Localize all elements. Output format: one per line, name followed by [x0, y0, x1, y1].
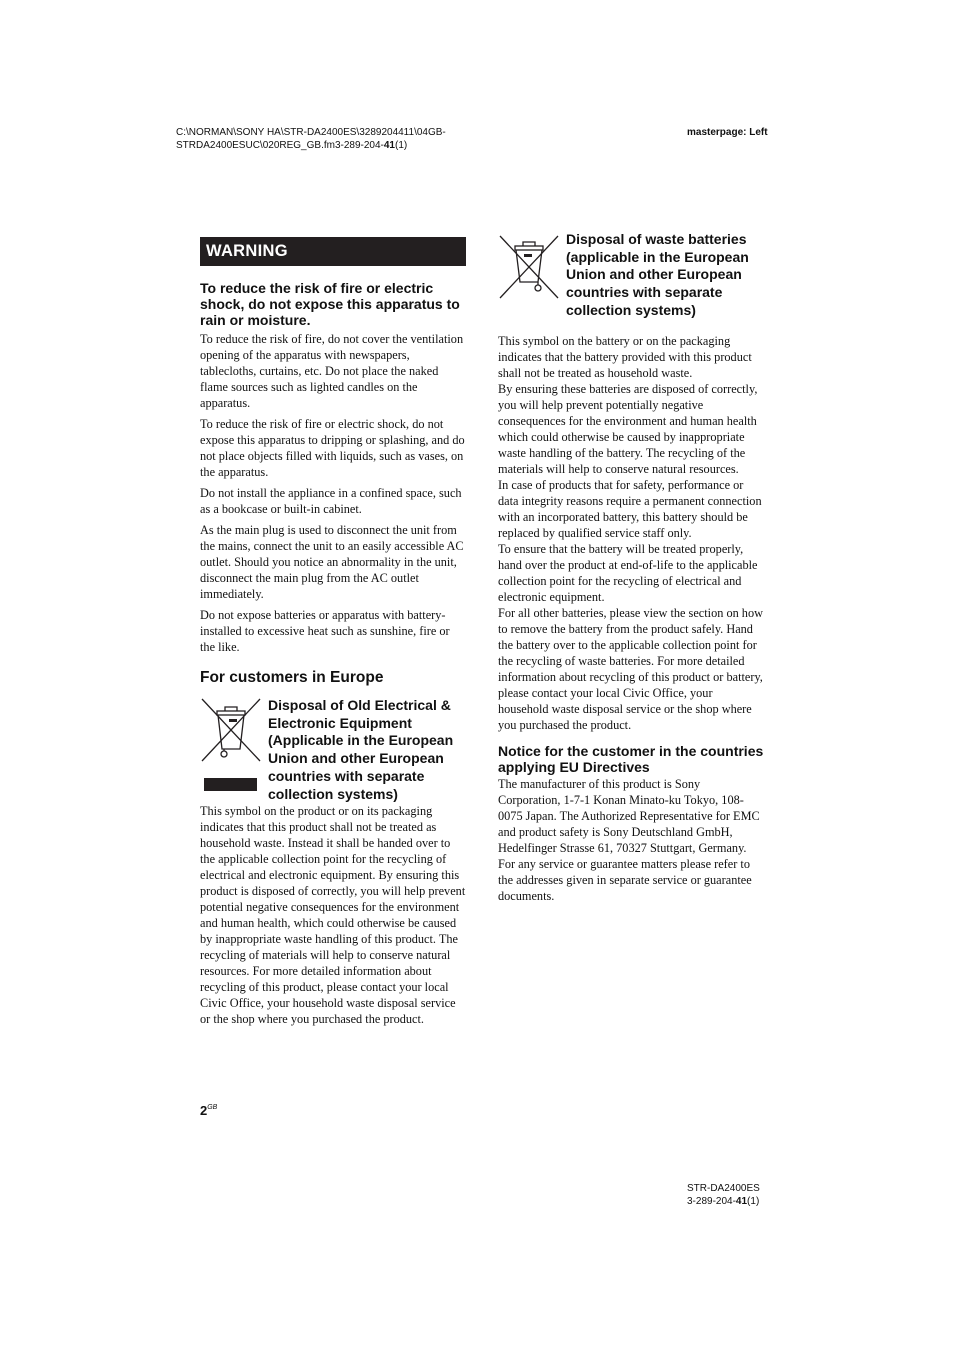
- model-code: [687, 1196, 760, 1209]
- battery-title: Disposal of waste batteries (applicable in the European Union and other European countries with separate collection systems): [566, 231, 749, 318]
- right-column: [498, 231, 764, 904]
- battery-paragraph: To ensure that the battery will be treated properly, hand over the product at end-of-life to the applicable collection point for the recycling of electrical and electronic equipment.: [498, 541, 758, 604]
- battery-block: [498, 231, 764, 320]
- warning-banner: [200, 237, 466, 266]
- crossed-bin-icon: [200, 697, 262, 763]
- battery-symbol: [498, 231, 566, 305]
- warning-paragraph: Do not install the appliance in a confined space, such as a bookcase or built-in cabinet.: [200, 486, 462, 516]
- warning-paragraph: Do not expose batteries or apparatus with battery-installed to excessive heat such as sunshine, fire or the like.: [200, 608, 450, 654]
- file-path-revision: 41: [383, 139, 395, 151]
- battery-paragraph: This symbol on the battery or on the packaging indicates that the battery provided with this product shall not be treated as household waste.: [498, 333, 752, 380]
- file-path-header: [176, 127, 446, 152]
- model-footer: [687, 1183, 760, 1208]
- warning-paragraph: To reduce the risk of fire or electric shock, do not expose this apparatus to dripping or splashing, and do not place objects filled with liquids, such as vases, on the apparatus.: [200, 417, 465, 479]
- notice-heading: Notice for the customer in the countries applying EU Directives: [498, 742, 764, 775]
- file-path-line-2: [176, 140, 446, 153]
- page-number-value: 2: [200, 1103, 208, 1118]
- weee-title: Disposal of Old Electrical & Electronic Equipment (Applicable in the European Union and other European countries with separate collection systems): [268, 697, 454, 802]
- warning-lead: To reduce the risk of fire or electric shock, do not expose this apparatus to rain or moisture.: [200, 280, 460, 328]
- battery-paragraph: By ensuring these batteries are disposed of correctly, you will help prevent potentially negative consequences for the environment and human health which could otherwise be caused by inappropriate waste handling of the battery. The recycling of the materials will help to conserve natural resources.: [498, 381, 758, 476]
- weee-block: [200, 697, 466, 803]
- warning-paragraph: As the main plug is used to disconnect the unit from the mains, connect the unit to an easily accessible AC outlet. Should you notice an abnormality in the unit, disconnect the main plug from the AC outlet immediately.: [200, 523, 464, 601]
- weee-symbol: [200, 697, 268, 791]
- file-path-prefix: STRDA2400ESUC\020REG_GB.fm3-289-204-: [176, 139, 384, 151]
- model-name: STR-DA2400ES: [687, 1183, 760, 1194]
- file-path-suffix: (1): [395, 139, 408, 151]
- file-path-line-1: C:\NORMAN\SONY HA\STR-DA2400ES\3289204411\04GB-: [176, 127, 446, 138]
- page-number: [200, 1103, 217, 1118]
- masterpage-label: masterpage: Left: [687, 127, 768, 138]
- warning-paragraph: To reduce the risk of fire, do not cover the ventilation opening of the apparatus with newspapers, tablecloths, curtains, etc. Do not place the naked flame sources such as lighted candles on the apparatus.: [200, 332, 464, 410]
- warning-heading: WARNING: [206, 242, 288, 260]
- notice-body: The manufacturer of this product is Sony Corporation, 1-7-1 Konan Minato-ku Tokyo, 108-0075 Japan. The Authorized Representative for EMC and product safety is Sony Deutschland GmbH, Hedelfinger Strasse 61, 70327 Stuttgart, Germany. For any service or guarantee matters please refer to the addresses given in separate service or guarantee documents.: [498, 776, 760, 903]
- model-code-suffix: (1): [747, 1195, 760, 1207]
- model-code-prefix: 3-289-204-: [687, 1195, 736, 1207]
- left-column: [200, 237, 466, 1027]
- battery-paragraph: In case of products that for safety, performance or data integrity reasons require a permanent connection with an incorporated battery, this battery should be replaced by qualified service staff only.: [498, 477, 762, 540]
- crossed-bin-icon: [498, 234, 560, 300]
- battery-paragraph: For all other batteries, please view the section on how to remove the battery from the product safely. Hand the battery over to the applicable collection point for the recycling of waste batteries. For more detailed information about recycling of this product or battery, please contact your local Civic Office, your household waste disposal service or the shop where you purchased the product.: [498, 605, 763, 732]
- model-code-revision: 41: [735, 1195, 748, 1207]
- weee-body: This symbol on the product or on its packaging indicates that this product shall not be treated as household waste. Instead it shall be handed over to the applicable collection point for the recycling of electrical and electronic equipment. By ensuring this product is disposed of correctly, you will help prevent potential negative consequences for the environment and human health, which could otherwise be caused by inappropriate waste handling of this product. The recycling of materials will help to conserve natural resources. For more detailed information about recycling of this product, please contact your local Civic Office, your household waste disposal service or the shop where you purchased the product.: [200, 804, 466, 1027]
- europe-heading: For customers in Europe: [200, 669, 384, 686]
- page-number-suffix: GB: [207, 1104, 218, 1111]
- weee-marker-bar: [204, 778, 257, 791]
